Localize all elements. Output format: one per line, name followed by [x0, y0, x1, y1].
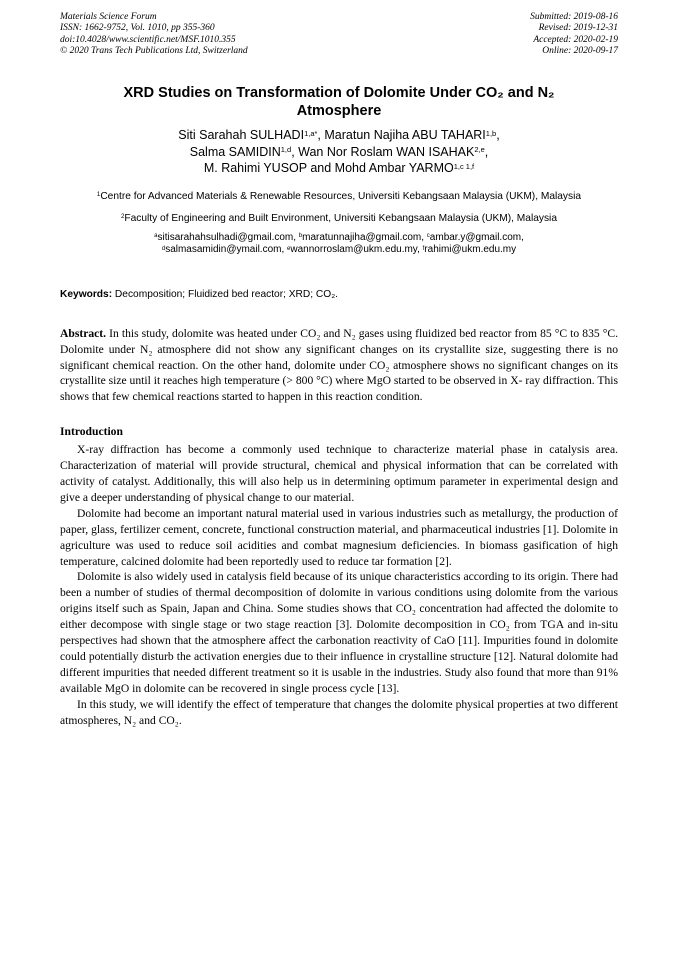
email-address: wannorroslam@ukm.edu.my,: [290, 244, 423, 256]
introduction-paragraph-3: Dolomite is also widely used in catalysis field because of its unique characteristics according to its origin. There had been a number of studies of thermal decomposition of dolomite in various conditions using dolomite from the various origins itself such as Spain, Japan and China. Some studies shows that CO₂ concentration had affected the dolomite to either decompose with single stage or two stage reaction [3]. Dolomite decomposition in CO₂ from TGA and in-situ perspectives had shown that the atmosphere affect the carbonation reactivity of CaO [11]. Impurities found in dolomite could potentially disturb the activation energies due to their influence in crystalline structure [12]. Natural dolomite had different impurities that needed different treatment so it is usable in the industries. Study also found that more than 91% available MgO in dolomite can be recovered in single process cycle [13].: [60, 570, 618, 695]
introduction-paragraph-1: X-ray diffraction has become a commonly used technique to characterize material phase in catalysis area. Characterization of material will provide structural, chemical and physical information that can be correlated with activity of catalyst. Additionally, this will also help us in determining optimum parameter in experimental design and give a deeper understanding of physical change to our material.: [60, 443, 618, 504]
author-affiliation-marker: 2,e: [474, 145, 485, 155]
author-line-2: [60, 144, 618, 161]
author-emails: [60, 232, 618, 257]
keywords-line: [60, 288, 618, 301]
email-address: salmasamidin@ymail.com,: [165, 244, 288, 256]
author-line-1: [60, 127, 618, 144]
author-name: Siti Sarahah SULHADI: [178, 128, 305, 143]
email-marker: c: [426, 233, 430, 239]
affiliation-marker: 2: [120, 212, 125, 220]
email-address: ambar.y@gmail.com,: [429, 231, 524, 243]
journal-name: Materials Science Forum: [60, 12, 157, 22]
paper-title: [60, 84, 618, 120]
journal-info: [60, 12, 248, 57]
author-name: , Wan Nor Roslam WAN ISAHAK: [291, 144, 475, 159]
paper-title-line2: Atmosphere: [296, 103, 382, 120]
paper-page: [60, 0, 618, 729]
email-address: maratunnajiha@gmail.com,: [302, 231, 427, 243]
author-name: Salma SAMIDIN: [189, 144, 281, 159]
email-address: sitisarahahsulhadi@gmail.com,: [157, 231, 299, 243]
affiliation-2: [60, 212, 618, 225]
journal-header: [60, 12, 618, 57]
submission-dates: [530, 12, 618, 57]
author-line-3: [60, 160, 618, 177]
abstract-text: In this study, dolomite was heated under CO₂ and N₂ gases using fluidized bed reactor from 85 °C to 835 °C. Dolomite under N₂ atmosphere did not show any significant changes on its crystallite size, suggesting there is no significant chemical reaction. On the other hand, dolomite under CO₂ atmosphere shows no significant changes on its crystallite size until it reaches high temperature (> 800 °C) where MgO started to be observed in X- ray diffraction. This shows that few chemical reactions started to happen in this reaction condition.: [60, 326, 618, 404]
keywords-label: Keywords:: [60, 288, 113, 300]
affiliation-text: Faculty of Engineering and Built Environment, Universiti Kebangsaan Malaysia (UKM), Malaysia: [124, 212, 557, 224]
date-submitted: Submitted: 2019-08-16: [530, 12, 618, 22]
author-separator: ,: [496, 128, 500, 143]
email-marker: b: [298, 233, 303, 239]
author-name: M. Rahimi YUSOP and Mohd Ambar YARMO: [203, 161, 454, 176]
author-list: [60, 127, 618, 177]
email-marker: a: [154, 233, 158, 239]
abstract-label: Abstract.: [60, 326, 107, 340]
author-affiliation-marker: 1,b: [485, 128, 497, 138]
paper-title-line1: XRD Studies on Transformation of Dolomite Under CO₂ and N₂: [123, 85, 555, 102]
affiliation-marker: 1: [96, 190, 101, 198]
email-address: rahimi@ukm.edu.my: [424, 244, 517, 256]
email-marker: e: [287, 245, 291, 252]
journal-issn-volume: ISSN: 1662-9752, Vol. 1010, pp 355-360: [60, 23, 215, 34]
author-name: , Maratun Najiha ABU TAHARI: [317, 128, 486, 143]
email-line-1: [60, 232, 618, 245]
section-heading-introduction: Introduction: [60, 425, 123, 439]
author-affiliation-marker: 1,c 1,f: [453, 161, 475, 171]
email-marker: f: [422, 245, 425, 252]
journal-doi: doi:10.4028/www.scientific.net/MSF.1010.355: [60, 34, 236, 45]
author-affiliation-marker: 1,a*: [304, 128, 318, 138]
author-affiliation-marker: 1,d: [280, 145, 292, 155]
date-online: Online: 2020-09-17: [542, 45, 618, 56]
affiliation-text: Centre for Advanced Materials & Renewable Resources, Universiti Kebangsaan Malaysia (UKM), Malaysia: [100, 190, 582, 202]
journal-copyright: © 2020 Trans Tech Publications Ltd, Switzerland: [60, 45, 248, 56]
abstract: [60, 326, 618, 406]
date-revised: Revised: 2019-12-31: [538, 23, 618, 34]
introduction-paragraph-2: Dolomite had become an important natural material used in various industries such as metallurgy, the production of paper, glass, fertilizer cement, concrete, functional construction material, and pharmaceutical industries [1]. Dolomite in agriculture was used to reduce soil acidities and combat magnesium deficiencies. In biomass gasification of high temperature, calcined dolomite had been reportedly used to reduce tar formation [2].: [60, 506, 618, 568]
affiliation-1: [60, 190, 618, 203]
introduction-paragraph-4: In this study, we will identify the effect of temperature that changes the dolomite physical properties at two different atmospheres, N₂ and CO₂.: [60, 697, 618, 727]
keywords-text: Decomposition; Fluidized bed reactor; XRD; CO₂.: [112, 288, 338, 300]
email-marker: d: [161, 245, 166, 252]
date-accepted: Accepted: 2020-02-19: [533, 34, 618, 45]
email-line-2: [60, 244, 618, 257]
author-separator: ,: [484, 144, 489, 159]
